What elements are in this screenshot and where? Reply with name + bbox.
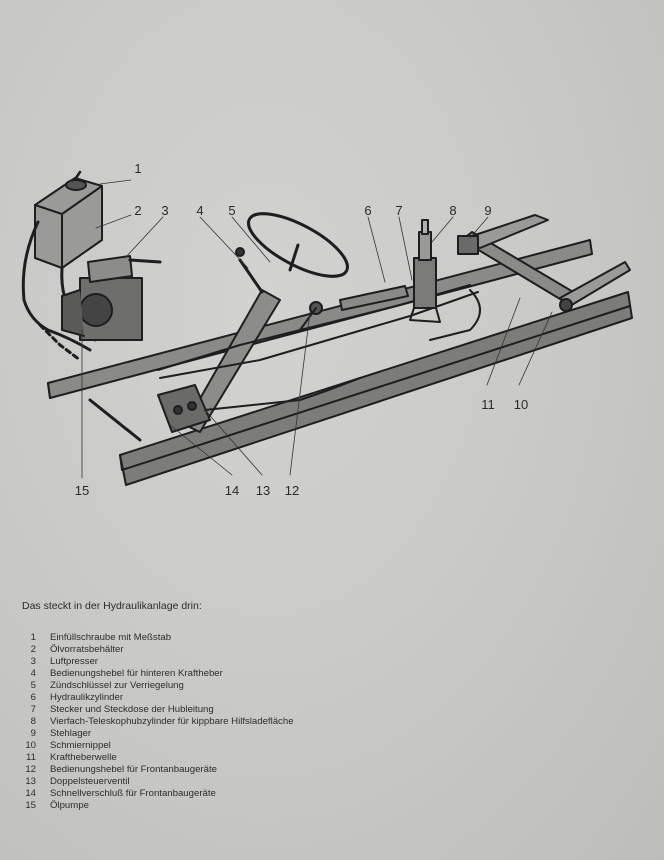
legend-item — [22, 692, 642, 704]
compressor-drawing — [62, 256, 160, 340]
legend-list — [22, 632, 642, 812]
legend-text: Kraftheberwelle — [50, 752, 117, 763]
legend-text: Ölvorratsbehälter — [50, 644, 124, 655]
legend-number: 2 — [30, 644, 36, 655]
legend-item — [22, 632, 642, 644]
callout-8: 8 — [449, 203, 457, 218]
callout-15: 15 — [74, 483, 90, 498]
legend-number: 4 — [30, 668, 36, 679]
legend-item — [22, 776, 642, 788]
telescopic-cylinder-drawing — [410, 220, 440, 322]
legend-text: Vierfach-Teleskophubzylinder für kippbare Hilfsladefläche — [50, 716, 294, 727]
callout-6: 6 — [364, 203, 372, 218]
legend-number: 6 — [30, 692, 36, 703]
legend-item — [22, 716, 642, 728]
legend-number: 8 — [30, 716, 36, 727]
legend-text: Stehlager — [50, 728, 92, 739]
leader-lines — [82, 180, 552, 478]
callout-14: 14 — [224, 483, 240, 498]
callout-9: 9 — [484, 203, 492, 218]
legend-number: 13 — [25, 776, 36, 787]
legend-text: Einfüllschraube mit Meßstab — [50, 632, 172, 643]
legend-number: 9 — [30, 728, 36, 739]
callout-2: 2 — [134, 203, 142, 218]
legend-number: 12 — [25, 764, 36, 775]
legend-text: Hydraulikzylinder — [50, 692, 124, 703]
callout-11: 11 — [481, 397, 495, 412]
legend-item — [22, 752, 642, 764]
legend-item — [22, 788, 642, 800]
legend-item — [22, 764, 642, 776]
legend-number: 11 — [26, 752, 36, 763]
legend-item — [22, 704, 642, 716]
callout-12: 12 — [284, 483, 300, 498]
callout-13: 13 — [255, 483, 271, 498]
legend-item — [22, 644, 642, 656]
legend-number: 7 — [30, 704, 36, 715]
callout-10: 10 — [513, 397, 529, 412]
legend-text: Stecker und Steckdose der Hubleitung — [50, 704, 214, 715]
legend-number: 15 — [25, 800, 36, 811]
callout-4: 4 — [196, 203, 204, 218]
legend-number: 14 — [25, 788, 36, 799]
legend-item — [22, 728, 642, 740]
callout-1: 1 — [134, 161, 142, 176]
legend-item — [22, 656, 642, 668]
callout-5: 5 — [228, 203, 236, 218]
legend-item — [22, 800, 642, 812]
legend-text: Ölpumpe — [50, 800, 89, 811]
legend-item — [22, 740, 642, 752]
callout-3: 3 — [161, 203, 169, 218]
legend-text: Schnellverschluß für Frontanbaugeräte — [50, 788, 216, 799]
legend-number: 10 — [25, 740, 36, 751]
legend-text: Zündschlüssel zur Verriegelung — [50, 680, 184, 691]
legend-number: 5 — [30, 680, 36, 691]
legend-item — [22, 668, 642, 680]
legend-text: Bedienungshebel für Frontanbaugeräte — [50, 764, 217, 775]
legend-number: 3 — [30, 656, 36, 667]
legend-item — [22, 680, 642, 692]
legend-text: Luftpresser — [50, 656, 98, 667]
legend-caption: Das steckt in der Hydraulikanlage drin: — [22, 600, 202, 612]
legend-text: Bedienungshebel für hinteren Kraftheber — [50, 668, 223, 679]
callout-7: 7 — [395, 203, 403, 218]
oil-reservoir-drawing — [35, 172, 102, 268]
legend-text: Doppelsteuerventil — [50, 776, 130, 787]
legend-number: 1 — [30, 632, 36, 643]
legend-text: Schmiernippel — [50, 740, 111, 751]
